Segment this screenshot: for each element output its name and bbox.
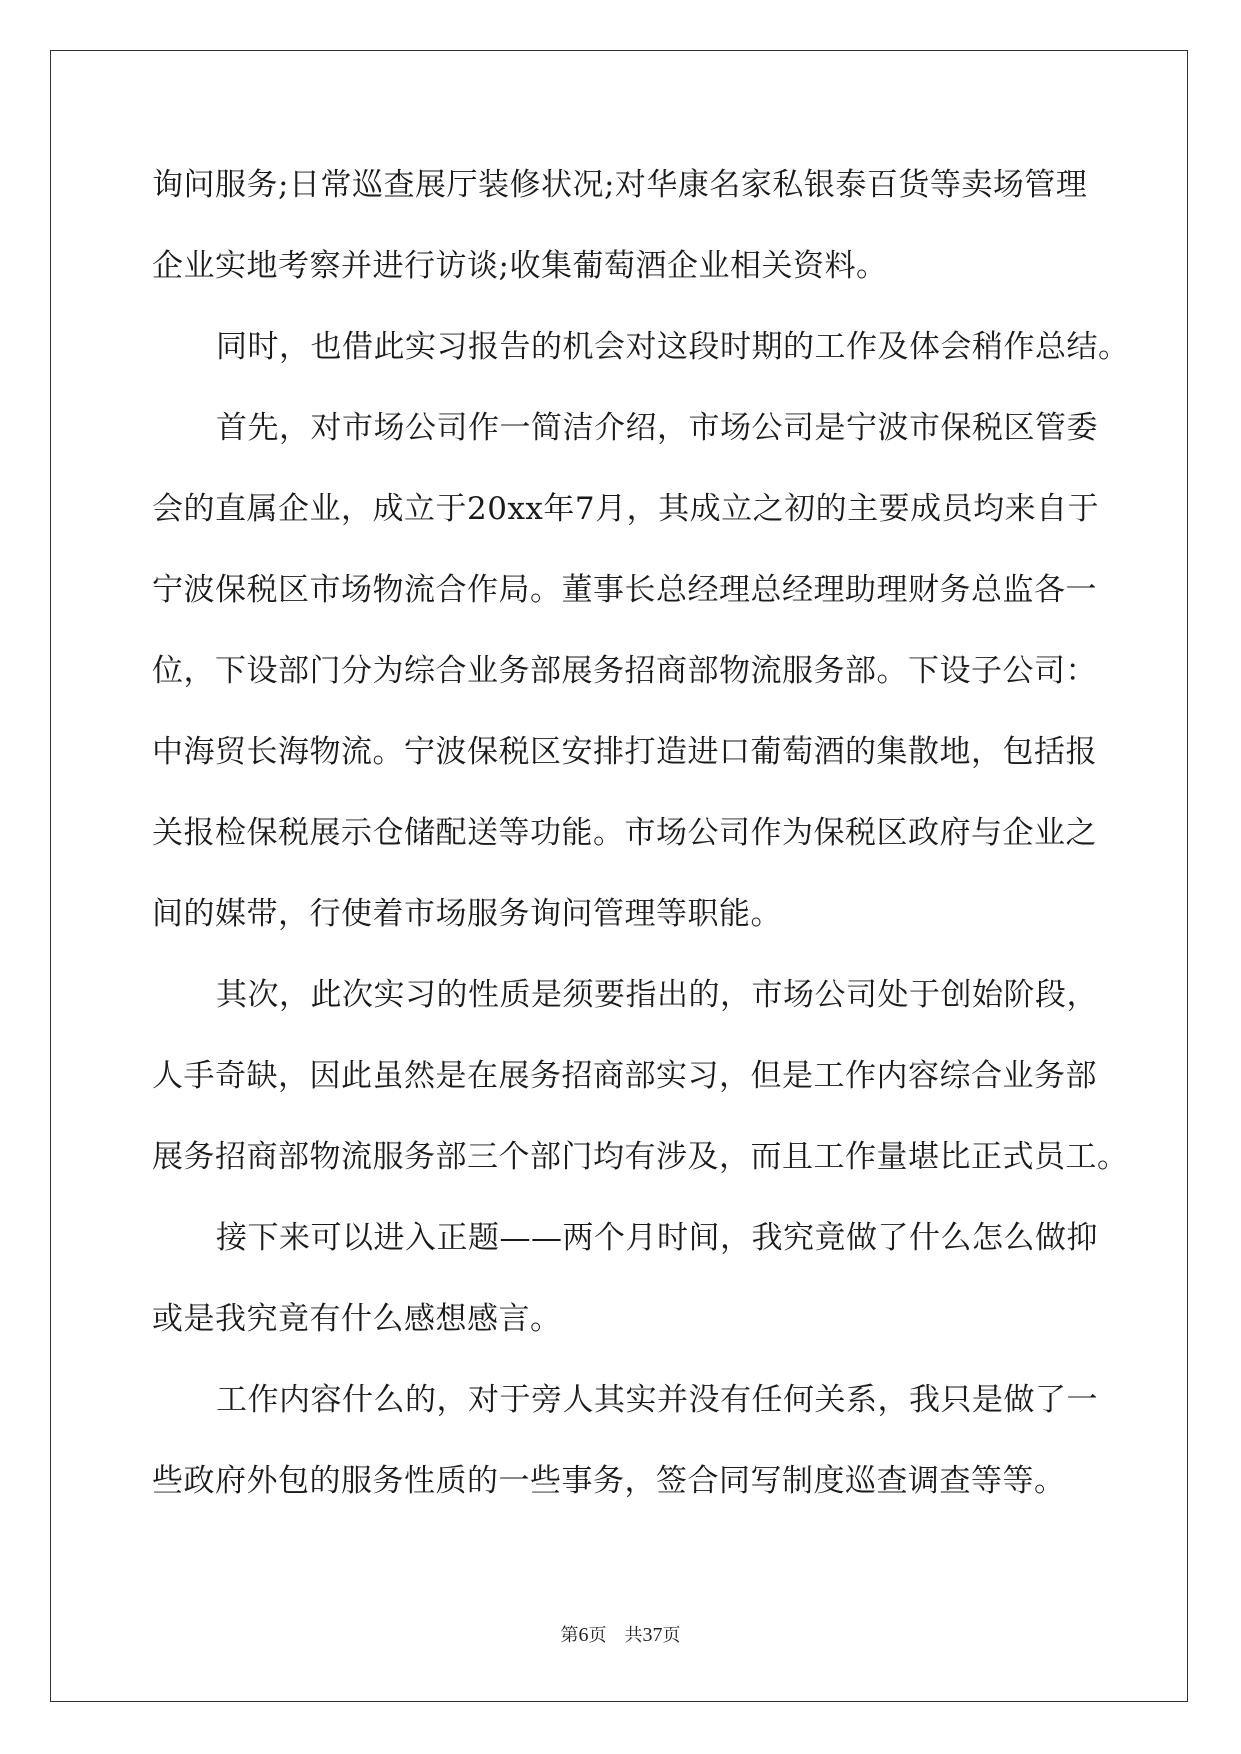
total-page-number: 37 <box>642 1624 663 1646</box>
text-line: 同时，也借此实习报告的机会对这段时期的工作及体会稍作总结。 <box>216 329 1130 365</box>
text-line: 位，下设部门分为综合业务部展务招商部物流服务部。下设子公司： <box>152 653 1097 689</box>
page-footer <box>0 1623 1241 1648</box>
document-body <box>152 160 1130 1537</box>
text-line: 或是我究竟有什么感想感言。 <box>152 1301 562 1337</box>
text-line: 接下来可以进入正题——两个月时间，我究竟做了什么怎么做抑 <box>216 1220 1098 1256</box>
text-line: 宁波保税区市场物流合作局。董事长总经理总经理助理财务总监各一 <box>152 572 1097 608</box>
total-pages-suffix: 页 <box>662 1625 681 1646</box>
text-line: 询问服务;日常巡查展厅装修状况;对华康名家私银泰百货等卖场管理 <box>152 167 1088 203</box>
text-line: 会的直属企业，成立于20xx年7月，其成立之初的主要成员均来自于 <box>152 491 1100 527</box>
text-line: 首先，对市场公司作一简洁介绍，市场公司是宁波市保税区管委 <box>216 410 1098 446</box>
page-number-suffix: 页 <box>588 1625 607 1646</box>
page-number-prefix: 第 <box>560 1625 579 1646</box>
current-page-number: 6 <box>578 1624 589 1646</box>
text-line: 其次，此次实习的性质是须要指出的，市场公司处于创始阶段， <box>216 977 1098 1013</box>
text-line: 关报检保税展示仓储配送等功能。市场公司作为保税区政府与企业之 <box>152 815 1097 851</box>
text-line: 工作内容什么的，对于旁人其实并没有任何关系，我只是做了一 <box>216 1382 1098 1418</box>
text-line: 展务招商部物流服务部三个部门均有涉及，而且工作量堪比正式员工。 <box>152 1139 1129 1175</box>
text-line: 些政府外包的服务性质的一些事务，签合同写制度巡查调查等等。 <box>152 1463 1066 1499</box>
text-line: 间的媒带，行使着市场服务询问管理等职能。 <box>152 896 782 932</box>
text-line: 中海贸长海物流。宁波保税区安排打造进口葡萄酒的集散地，包括报 <box>152 734 1097 770</box>
total-pages-prefix: 共 <box>624 1625 643 1646</box>
text-line: 企业实地考察并进行访谈;收集葡萄酒企业相关资料。 <box>152 248 888 284</box>
text-line: 人手奇缺，因此虽然是在展务招商部实习，但是工作内容综合业务部 <box>152 1058 1097 1094</box>
